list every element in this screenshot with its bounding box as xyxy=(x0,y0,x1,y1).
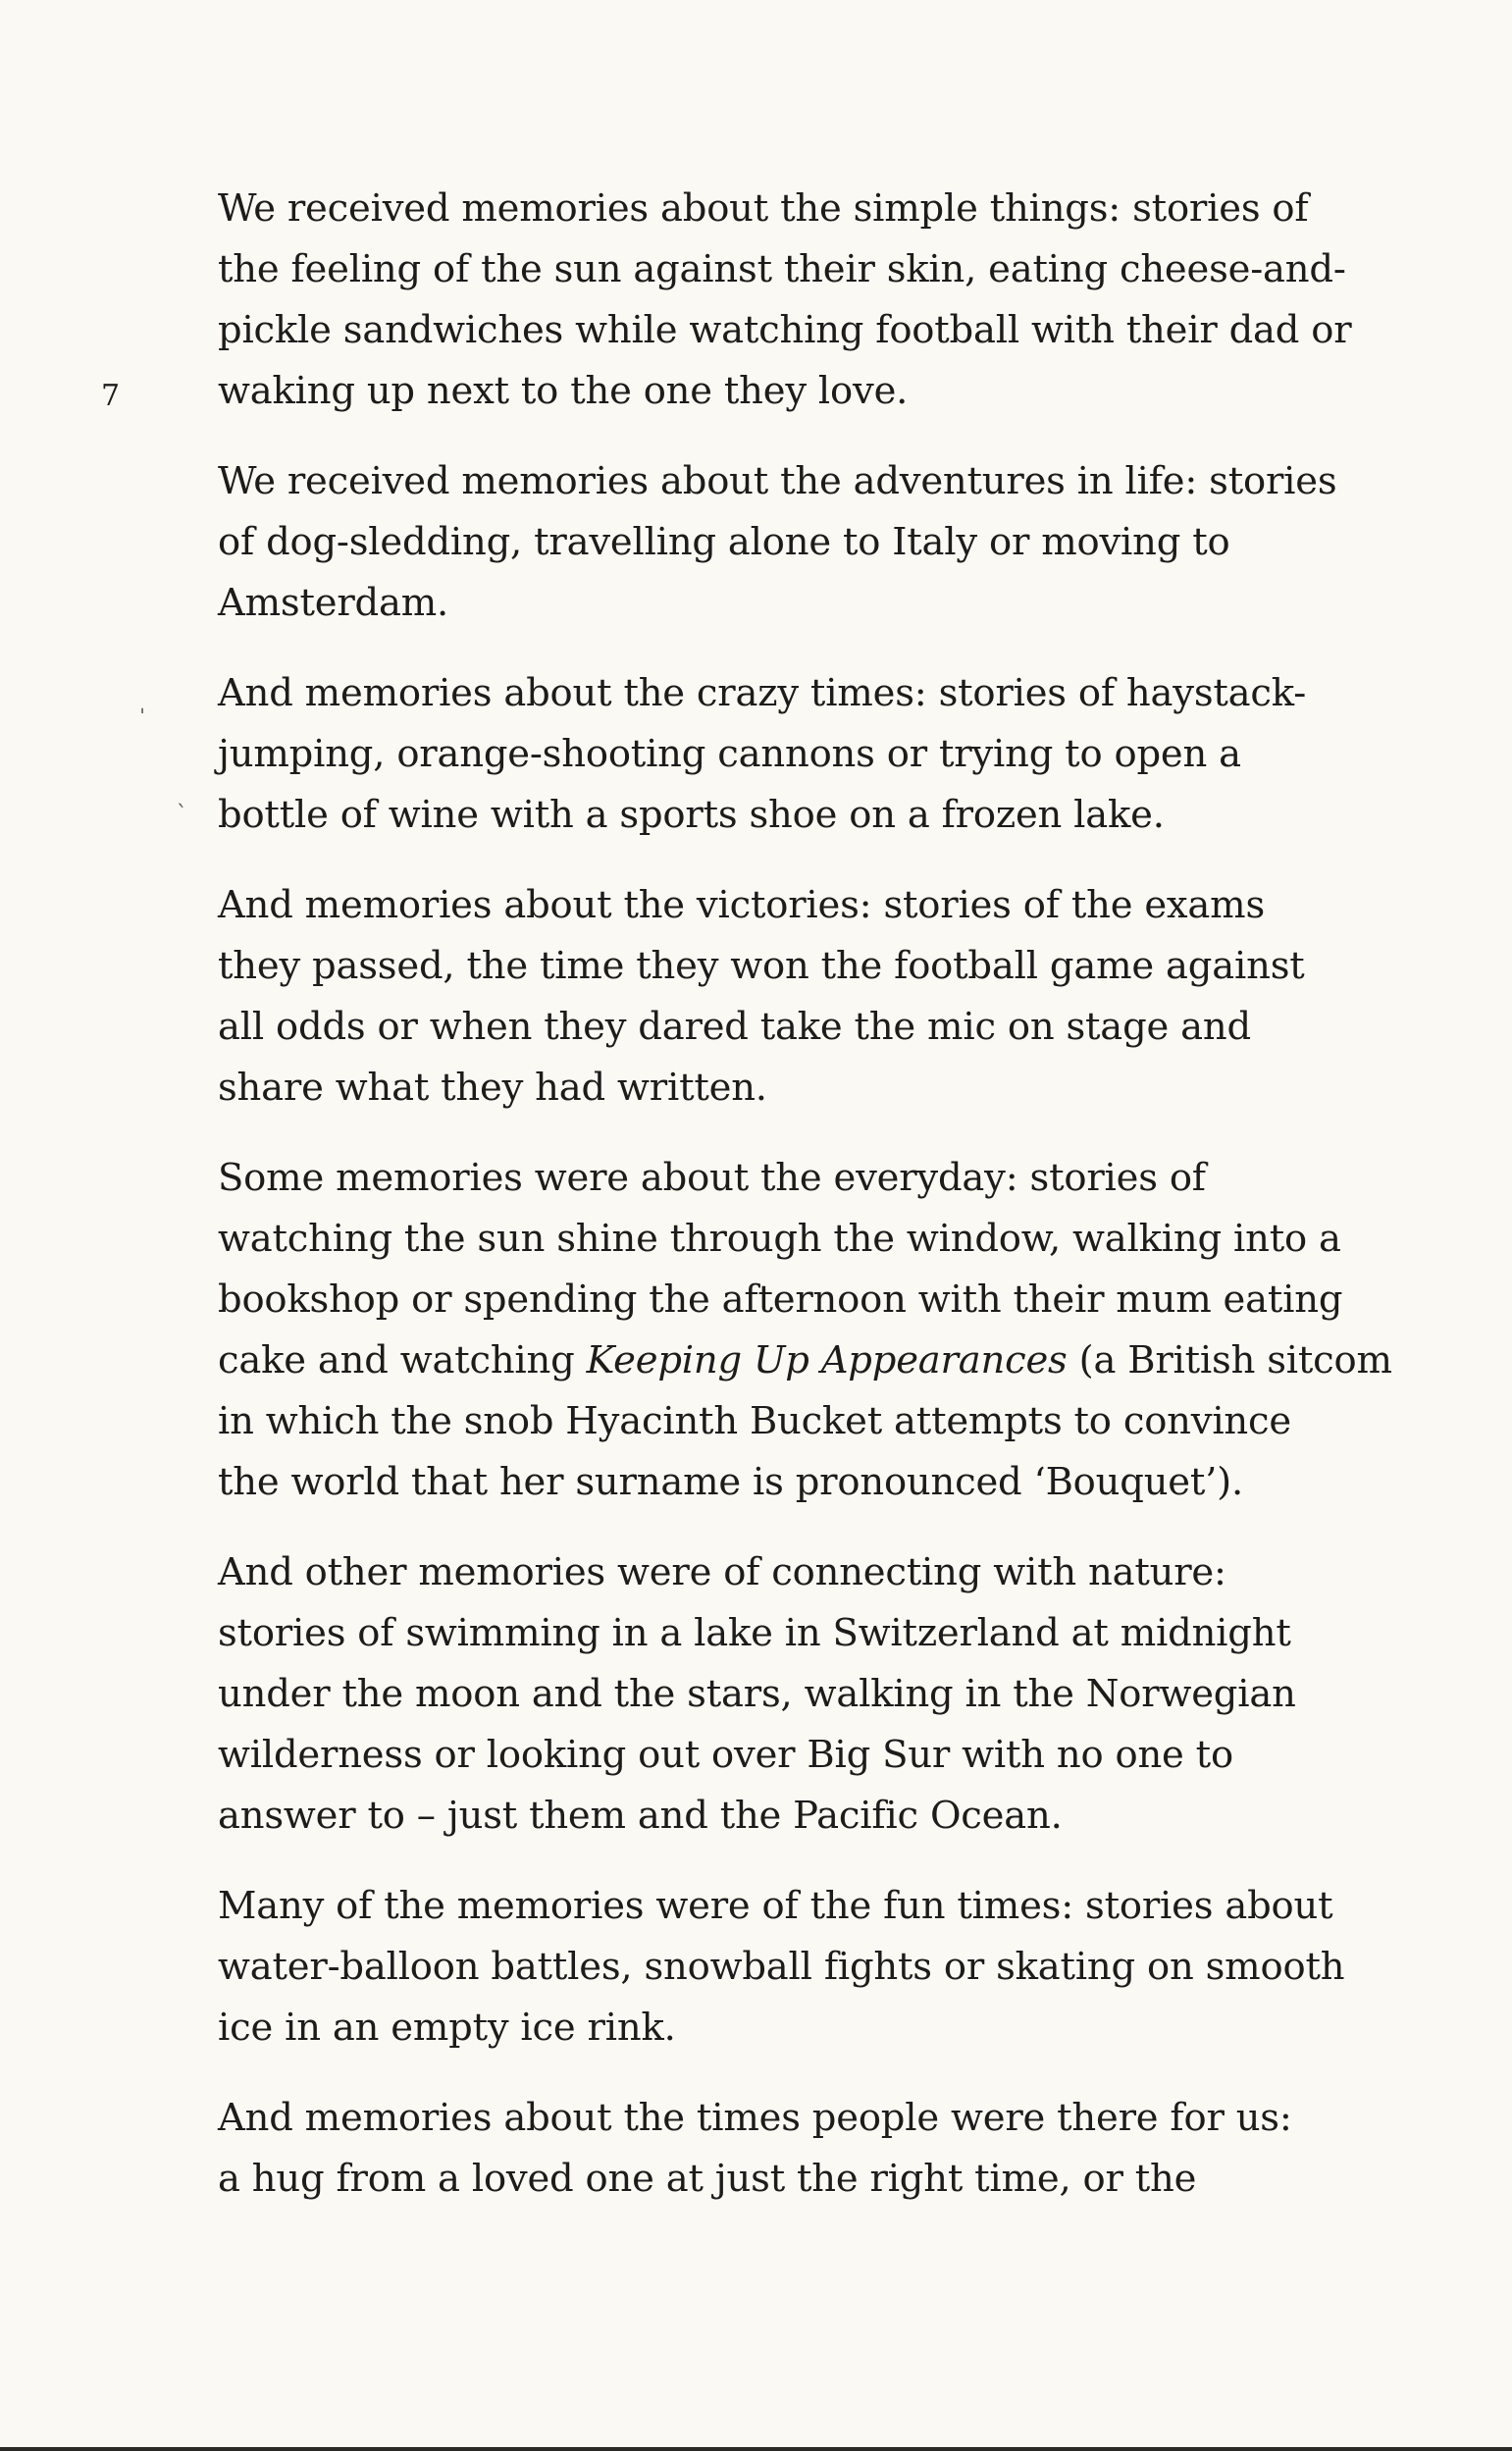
text-line: Some memories were about the everyday: stories of xyxy=(218,1156,1206,1200)
text-line: answer to – just them and the Pacific Ocean. xyxy=(218,1794,1063,1838)
paragraph-5 xyxy=(218,1148,1392,1513)
text-line: wilderness or looking out over Big Sur with no one to xyxy=(218,1733,1233,1777)
paragraph-7 xyxy=(218,1876,1385,2059)
text-line: they passed, the time they won the football game against xyxy=(218,944,1305,988)
text-line: under the moon and the stars, walking in the Norwegian xyxy=(218,1672,1296,1716)
paragraph-8 xyxy=(218,2088,1385,2210)
page-number: 7 xyxy=(101,379,121,413)
body-text xyxy=(218,179,1392,2239)
paragraph-1 xyxy=(218,179,1385,422)
text-line: And memories about the times people were there for us: xyxy=(218,2096,1292,2140)
text-line: ice in an empty ice rink. xyxy=(218,2006,676,2050)
text-segment: (a British sitcom xyxy=(1067,1338,1392,1382)
text-line: the feeling of the sun against their skin, eating cheese-and- xyxy=(218,247,1346,291)
text-line: watching the sun shine through the window, walking into a xyxy=(218,1217,1341,1261)
paragraph-2 xyxy=(218,451,1385,634)
show-title: Keeping Up Appearances xyxy=(586,1338,1068,1382)
text-line: share what they had written. xyxy=(218,1066,767,1110)
text-line: bookshop or spending the afternoon with their mum eating xyxy=(218,1278,1343,1322)
text-line: We received memories about the simple things: stories of xyxy=(218,186,1309,231)
text-line xyxy=(218,1330,1392,1391)
stray-mark: ˌ xyxy=(139,692,146,716)
paragraph-6 xyxy=(218,1542,1385,1847)
text-segment: cake and watching xyxy=(218,1338,587,1382)
text-line: jumping, orange-shooting cannons or trying to open a xyxy=(218,732,1241,776)
text-line: And memories about the crazy times: stories of haystack- xyxy=(218,671,1307,715)
text-line: all odds or when they dared take the mic on stage and xyxy=(218,1005,1251,1049)
text-line: And other memories were of connecting with nature: xyxy=(218,1550,1226,1594)
text-line: pickle sandwiches while watching football with their dad or xyxy=(218,308,1352,352)
text-line: stories of swimming in a lake in Switzerland at midnight xyxy=(218,1611,1291,1655)
page-edge xyxy=(0,2447,1512,2451)
text-line: Many of the memories were of the fun times: stories about xyxy=(218,1884,1333,1928)
paragraph-3 xyxy=(218,663,1385,846)
text-line: Amsterdam. xyxy=(218,581,449,625)
text-line: And memories about the victories: stories of the exams xyxy=(218,883,1266,927)
paragraph-4 xyxy=(218,875,1385,1119)
text-line: a hug from a loved one at just the right time, or the xyxy=(218,2157,1197,2201)
text-line: waking up next to the one they love. xyxy=(218,369,909,413)
text-line: water-balloon battles, snowball fights or skating on smooth xyxy=(218,1945,1345,1989)
text-line: in which the snob Hyacinth Bucket attempts to convince xyxy=(218,1399,1291,1443)
text-line: of dog-sledding, travelling alone to Italy or moving to xyxy=(218,520,1230,564)
stray-mark: ˋ xyxy=(177,803,187,827)
text-line: bottle of wine with a sports shoe on a frozen lake. xyxy=(218,793,1165,837)
text-line: the world that her surname is pronounced ‘Bouquet’). xyxy=(218,1460,1244,1504)
text-line: We received memories about the adventures in life: stories xyxy=(218,459,1337,503)
